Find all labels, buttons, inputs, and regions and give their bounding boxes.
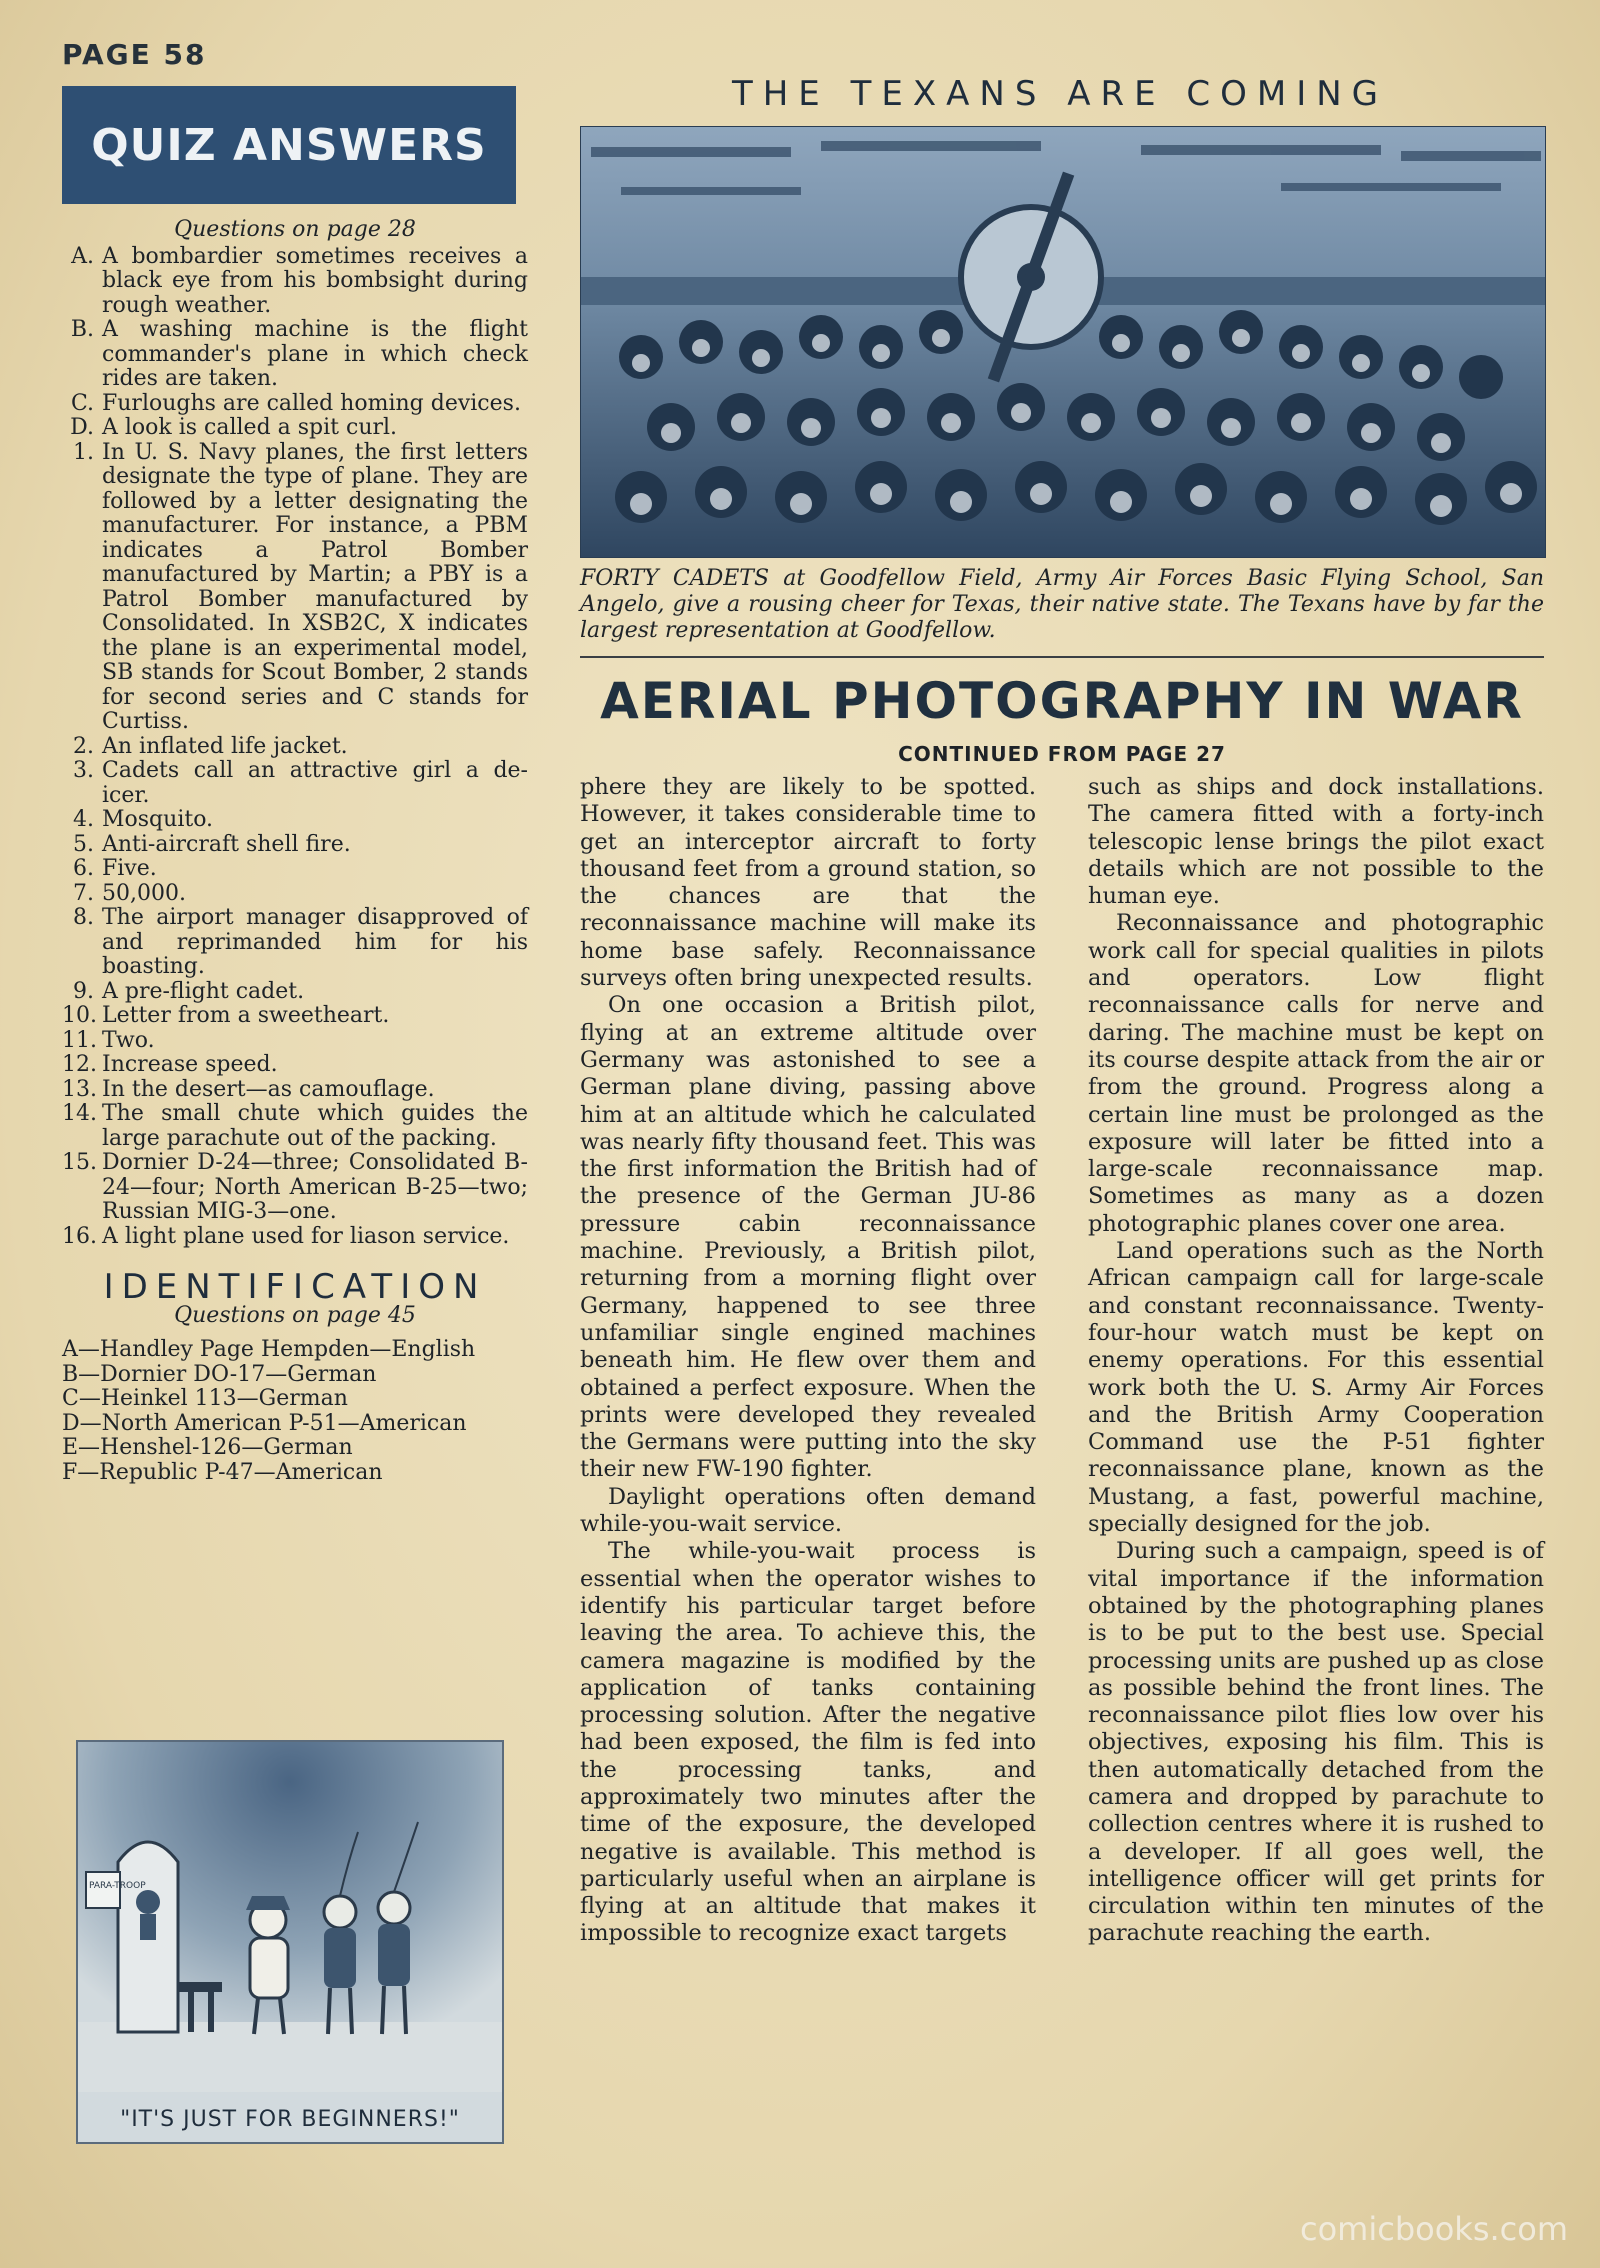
quiz-answer-label: 15. bbox=[62, 1150, 97, 1175]
quiz-answer-text: Furloughs are called homing devices. bbox=[102, 390, 521, 416]
texans-title: THE TEXANS ARE COMING bbox=[731, 74, 1389, 114]
quiz-answer-item bbox=[62, 906, 528, 980]
article-paragraph: Land operations such as the North African campaign call for large-scale and constant reconnaissance. Twenty-four-hour watch must be kept on enemy operations. For this essential work both the U. S. Army Air Forces and the British Army Cooperation Command use the P-51 fighter reconnaissance plane, known as the Mustang, a fast, powerful machine, specially designed for the job. bbox=[1088, 1238, 1544, 1538]
quiz-answer-label: 12. bbox=[62, 1052, 97, 1077]
quiz-answer-text: Mosquito. bbox=[102, 807, 214, 832]
quiz-answer-item bbox=[62, 318, 528, 392]
article-column-2 bbox=[1088, 774, 1544, 1948]
quiz-answer-text: An inflated life jacket. bbox=[102, 733, 348, 759]
quiz-answer-label: 3. bbox=[73, 758, 94, 783]
quiz-answer-item bbox=[62, 1102, 528, 1151]
article-continued-note: CONTINUED FROM PAGE 27 bbox=[898, 742, 1226, 766]
quiz-answer-item bbox=[62, 833, 528, 858]
quiz-answer-label: 1. bbox=[73, 439, 94, 465]
quiz-answer-text: In U. S. Navy planes, the first letters designate the type of plane. They are followed by a letter designating the manufacturer. For instance, a PBM indicates a Patrol Bomber manufactured by Martin; a PBY is a Patrol Bomber manufactured by Consolidated. In XSB2C, X indicates the plane is an experimental model, SB stands for Scout Bomber, 2 stands for second series and C stands for Curtiss. bbox=[102, 439, 528, 734]
quiz-answer-text: Dornier D-24—three; Consolidated B-24—four; North American B-25—two; Russian MIG-3—one. bbox=[102, 1150, 528, 1224]
identification-item: B—Dornier DO-17—German bbox=[62, 1361, 377, 1387]
quiz-answer-text: Anti-aircraft shell fire. bbox=[102, 831, 351, 857]
article-paragraph: Reconnaissance and photographic work call for special qualities in pilots and operators. Low flight reconnaissance calls for nerve and daring. The machine must be kept on its course despite attack from the air or from the ground. Progress along a certain line must be prolonged as the exposure will later be fitted into a large-scale reconnaissance map. Sometimes as many as a dozen photographic planes cover one area. bbox=[1088, 910, 1544, 1237]
cadets-photo-illustration bbox=[581, 127, 1545, 557]
cartoon-panel bbox=[76, 1740, 504, 2144]
article-column-1 bbox=[580, 774, 1036, 1948]
cartoon-sign: PARA-TROOP bbox=[89, 1881, 146, 1891]
quiz-answer-label: 2. bbox=[73, 733, 94, 759]
quiz-answer-text: A pre-flight cadet. bbox=[102, 978, 305, 1004]
article-paragraph: The while-you-wait process is essential when the operator wishes to identify his particular target before leaving the area. To achieve this, the camera magazine is modified by the application of tanks containing processing solution. After the negative had been exposed, the film is fed into the processing tanks, and approximately two minutes after the time of the exposure, the developed negative is available. This method is particularly useful when an airplane is flying at an altitude that makes it impossible to recognize exact targets bbox=[580, 1538, 1036, 1947]
quiz-answer-text: The airport manager disapproved of and reprimanded him for his boasting. bbox=[102, 905, 528, 979]
cartoon-caption: "IT'S JUST FOR BEGINNERS!" bbox=[120, 2107, 460, 2132]
quiz-answer-text: Letter from a sweetheart. bbox=[102, 1003, 390, 1028]
quiz-answer-text: A bombardier sometimes receives a black eye from his bombsight during rough weather. bbox=[102, 243, 528, 318]
quiz-answer-label: 10. bbox=[62, 1003, 97, 1028]
identification-item: C—Heinkel 113—German bbox=[62, 1386, 348, 1411]
quiz-answer-label: 5. bbox=[73, 831, 94, 857]
cadets-photo bbox=[580, 126, 1546, 558]
quiz-answer-item bbox=[62, 1078, 528, 1103]
quiz-answer-text: Increase speed. bbox=[102, 1052, 278, 1077]
quiz-answer-item bbox=[62, 1151, 528, 1225]
quiz-answer-label: D. bbox=[70, 415, 94, 440]
article-paragraph: Daylight operations often demand while-you-wait service. bbox=[580, 1483, 1036, 1538]
quiz-answer-item bbox=[62, 808, 528, 833]
quiz-answers-header bbox=[62, 86, 516, 204]
quiz-answer-text: In the desert—as camouflage. bbox=[102, 1076, 435, 1102]
identification-item: D—North American P-51—American bbox=[62, 1410, 467, 1436]
identification-list bbox=[62, 1338, 528, 1485]
quiz-answer-label: 9. bbox=[73, 978, 94, 1004]
quiz-answer-text: A light plane used for liason service. bbox=[102, 1223, 510, 1249]
quiz-answer-text: The small chute which guides the large parachute out of the packing. bbox=[102, 1101, 528, 1151]
identification-item: A—Handley Page Hempden—English bbox=[62, 1337, 476, 1362]
quiz-answer-item bbox=[62, 882, 528, 907]
quiz-answer-item bbox=[62, 1225, 528, 1250]
quiz-answer-item bbox=[62, 441, 528, 735]
quiz-answer-label: B. bbox=[70, 317, 94, 342]
quiz-answer-item bbox=[62, 1004, 528, 1029]
quiz-answer-label: 13. bbox=[62, 1076, 97, 1102]
quiz-answer-item bbox=[62, 759, 528, 808]
article-paragraph: During such a campaign, speed is of vital importance if the information obtained by the photographing planes is to be put to the best use. Special processing units are pushed up as close as possible behind the front lines. The reconnaissance pilot flies low over his objectives, exposing his film. This is then automatically detached from the camera and dropped by parachute to collection centres where it is rushed to a developer. If all goes well, the intelligence officer will get prints for circulation within ten minutes of the parachute reaching the earth. bbox=[1088, 1538, 1544, 1947]
quiz-answer-label: 11. bbox=[62, 1027, 97, 1053]
quiz-answer-item bbox=[62, 735, 528, 760]
quiz-answer-item bbox=[62, 857, 528, 882]
cartoon-illustration bbox=[78, 1742, 502, 2142]
watermark: comicbooks.com bbox=[1299, 2210, 1568, 2248]
quiz-answer-item bbox=[62, 980, 528, 1005]
quiz-answer-label: A. bbox=[71, 243, 94, 269]
quiz-answer-label: 16. bbox=[62, 1223, 97, 1249]
quiz-answer-label: 4. bbox=[73, 807, 94, 832]
quiz-answers-title: QUIZ ANSWERS bbox=[91, 119, 487, 171]
quiz-subhead: Questions on page 28 bbox=[174, 217, 416, 242]
identification-subhead: Questions on page 45 bbox=[174, 1302, 416, 1328]
quiz-answer-text: Five. bbox=[102, 856, 157, 881]
quiz-answer-label: 14. bbox=[62, 1101, 97, 1126]
quiz-answer-item bbox=[62, 245, 528, 319]
quiz-answer-text: 50,000. bbox=[102, 880, 186, 906]
quiz-answer-item bbox=[62, 416, 528, 441]
photo-caption bbox=[580, 566, 1544, 644]
article-paragraph: On one occasion a British pilot, flying at an extreme altitude over Germany was astonished to see a German plane diving, passing above him at an altitude which he calculated was nearly fifty thousand feet. This was the first information the British had of the presence of the German JU-86 pressure cabin reconnaissance machine. Previously, a British pilot, returning from a morning flight over Germany, happened to see three unfamiliar single engined machines beneath him. He flew over them and obtained a perfect exposure. When the prints were developed they revealed the Germans were putting into the sky their new FW-190 fighter. bbox=[580, 992, 1036, 1483]
quiz-answer-item bbox=[62, 1053, 528, 1078]
quiz-answer-text: Cadets call an attractive girl a de-icer. bbox=[102, 758, 528, 808]
quiz-answer-label: C. bbox=[70, 390, 94, 416]
article-paragraph: phere they are likely to be spotted. However, it takes considerable time to get an interceptor aircraft to forty thousand feet from a ground station, so the chances are that the reconnaissance machine will make its home base safely. Reconnaissance surveys often bring unexpected results. bbox=[580, 774, 1036, 992]
identification-item: F—Republic P-47—American bbox=[62, 1459, 383, 1485]
quiz-answer-list bbox=[62, 245, 528, 1250]
identification-item: E—Henshel-126—German bbox=[62, 1435, 353, 1460]
quiz-answer-text: Two. bbox=[102, 1027, 155, 1053]
quiz-answer-label: 7. bbox=[73, 880, 94, 906]
photo-caption-lead: FORTY CADETS bbox=[580, 566, 770, 591]
photo-caption-text: at Goodfellow Field, Army Air Forces Basic Flying School, San Angelo, give a rousing cheer for Texas, their native state. The Texans have by far the largest representation at Goodfellow. bbox=[580, 566, 1544, 643]
quiz-answer-label: 8. bbox=[73, 905, 94, 930]
article-paragraph: such as ships and dock installations. The camera fitted with a forty-inch telescopic lense brings the pilot exact details which are not possible to the human eye. bbox=[1088, 774, 1544, 910]
quiz-answer-item bbox=[62, 1029, 528, 1054]
page-number: PAGE 58 bbox=[62, 38, 207, 71]
quiz-answer-text: A washing machine is the flight commander's plane in which check rides are taken. bbox=[102, 317, 528, 391]
quiz-answer-text: A look is called a spit curl. bbox=[102, 415, 398, 440]
section-divider bbox=[580, 656, 1544, 658]
identification-title: IDENTIFICATION bbox=[103, 1267, 487, 1307]
article-title: AERIAL PHOTOGRAPHY IN WAR bbox=[600, 672, 1524, 730]
quiz-answer-label: 6. bbox=[73, 856, 94, 881]
quiz-column bbox=[62, 214, 528, 1485]
quiz-answer-item bbox=[62, 392, 528, 417]
